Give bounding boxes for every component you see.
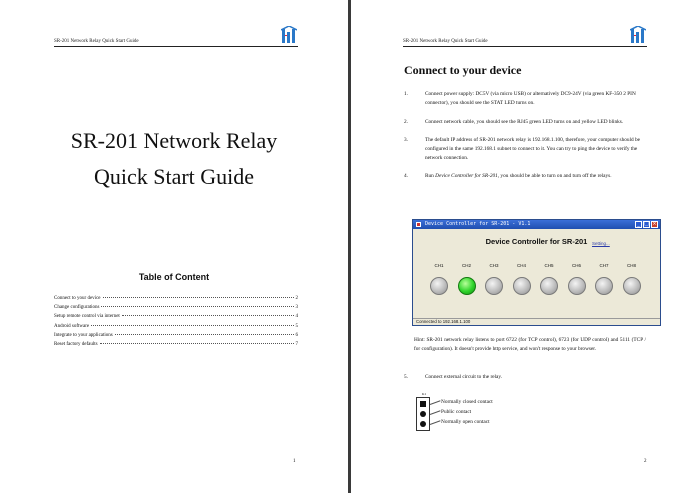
step-2 xyxy=(404,118,650,127)
toc-title: Table of Content xyxy=(138,272,210,282)
page-number: 1 xyxy=(293,459,296,464)
toc-entry[interactable] xyxy=(54,342,298,351)
relay-toggle-ch2[interactable] xyxy=(458,277,476,295)
toc-entry-page: 3 xyxy=(295,305,298,311)
header-rule xyxy=(54,46,298,47)
header-rule xyxy=(403,46,647,47)
relay-toggle-ch4[interactable] xyxy=(513,277,531,295)
toc-leader-dots xyxy=(101,306,293,307)
step-text: Connect network cable, you should see the RJ45 green LED turns on and yellow LED blinks. xyxy=(425,119,624,125)
hint-paragraph: Hint: SR-201 network relay listens to port 6722 (for TCP control), 6723 (for UDP control) and 5111 (TCP / for configuration). It doesn't provide http service, and won't response to your browser. xyxy=(414,337,646,352)
toc-entry-page: 5 xyxy=(295,323,298,329)
status-bar: Connected to 192.168.1.100 xyxy=(413,318,660,325)
toc-entry[interactable] xyxy=(54,314,298,323)
device-controller-window xyxy=(412,219,661,326)
channel-label-3: CH3 xyxy=(489,263,499,268)
document-title-line1: SR-201 Network Relay xyxy=(70,128,278,153)
relay-toggle-ch8[interactable] xyxy=(623,277,641,295)
app-icon xyxy=(416,222,421,227)
close-button[interactable]: × xyxy=(652,221,657,227)
step-number: 1. xyxy=(404,91,408,97)
terminal-pin xyxy=(420,421,426,427)
step-text: The default IP address of SR-201 network relay is 192.168.1.100, therefore, your computer should be configured in the same 192.168.1 subnet to connect to it. You can try to ping the device to verify the network connection. xyxy=(425,137,641,161)
toc-entry[interactable] xyxy=(54,296,298,305)
step-5 xyxy=(404,373,650,382)
relay-label: K1 xyxy=(422,392,427,396)
app-name-italic: Device Controller for SR-201 xyxy=(435,173,498,179)
step-text-after: , you should be able to turn on and turn off the relays. xyxy=(497,173,612,179)
step-3 xyxy=(404,136,650,163)
relay-toggle-ch6[interactable] xyxy=(568,277,586,295)
channel-label-5: CH5 xyxy=(544,263,554,268)
step-number: 5. xyxy=(404,374,408,380)
channel-label-4: CH4 xyxy=(516,263,526,268)
channel-panel xyxy=(413,241,660,291)
company-logo-icon xyxy=(630,26,646,44)
step-text xyxy=(425,172,650,181)
step-text: Connect external circuit to the relay. xyxy=(425,374,503,380)
step-number: 2. xyxy=(404,119,408,125)
section-heading: Connect to your device xyxy=(404,63,522,77)
channel-label-6: CH6 xyxy=(571,263,581,268)
toc-leader-dots xyxy=(91,325,293,326)
channel-label-2: CH2 xyxy=(461,263,471,268)
channel-label-1: CH1 xyxy=(434,263,444,268)
app-heading: Device Controller for SR-201 xyxy=(485,237,588,246)
toc-entry[interactable] xyxy=(54,305,298,314)
toc-entry-label: Integrate to your applications xyxy=(54,332,113,338)
contact-label: Normally closed contact xyxy=(441,399,493,405)
toc-entry-page: 4 xyxy=(295,314,298,320)
toc-leader-dots xyxy=(100,343,294,344)
page-number: 2 xyxy=(644,459,647,464)
toc-leader-dots xyxy=(103,297,294,298)
channel-label-7: CH7 xyxy=(599,263,609,268)
toc-entry-label: Change configurations xyxy=(54,305,100,311)
toc-entry[interactable] xyxy=(54,324,298,333)
minimize-button[interactable]: _ xyxy=(635,221,642,228)
relay-toggle-ch3[interactable] xyxy=(485,277,503,295)
step-4 xyxy=(404,172,650,181)
table-of-contents xyxy=(54,296,298,351)
toc-entry-page: 6 xyxy=(295,332,298,338)
relay-toggle-ch1[interactable] xyxy=(430,277,448,295)
terminal-pin xyxy=(420,411,426,417)
company-logo-icon xyxy=(281,26,297,44)
toc-leader-dots xyxy=(122,315,294,316)
step-text: Connect power supply: DC5V (via micro USB) or alternatively DC9-24V (via green KF-350 2 PIN connector), you should see the STAT LED turns on. xyxy=(425,91,636,106)
contact-label: Public contact xyxy=(441,409,472,415)
step-number: 3. xyxy=(404,137,408,143)
terminal-pin xyxy=(420,401,426,407)
step-text-before: Run xyxy=(425,173,436,179)
page-1 xyxy=(0,0,348,493)
contact-label: Normally open contact xyxy=(441,419,490,425)
toc-entry-label: Setup remote control via internet xyxy=(54,314,120,320)
window-controls xyxy=(635,221,658,228)
toc-entry-label: Android software xyxy=(54,323,90,329)
page-header: SR-201 Network Relay Quick Start Guide xyxy=(403,39,488,44)
relay-toggle-ch5[interactable] xyxy=(540,277,558,295)
relay-toggle-ch7[interactable] xyxy=(595,277,613,295)
toc-entry[interactable] xyxy=(54,333,298,342)
toc-entry-label: Connect to your device xyxy=(54,296,101,301)
toc-entry-page: 7 xyxy=(295,341,298,347)
window-titlebar xyxy=(413,220,660,229)
document-title-line2: Quick Start Guide xyxy=(93,164,255,189)
window-title: Device Controller for SR-201 - V1.1 xyxy=(425,221,531,227)
step-number: 4. xyxy=(404,173,408,179)
toc-leader-dots xyxy=(115,334,294,335)
toc-entry-label: Reset factory defaults xyxy=(54,341,98,347)
relay-terminal-diagram xyxy=(416,397,430,431)
toc-entry-page: 2 xyxy=(295,296,298,301)
maximize-button[interactable]: □ xyxy=(644,221,649,227)
step-1 xyxy=(404,90,650,108)
channel-label-8: CH8 xyxy=(626,263,636,268)
page-header: SR-201 Network Relay Quick Start Guide xyxy=(54,39,139,44)
setting-link[interactable]: Setting... xyxy=(592,241,610,246)
